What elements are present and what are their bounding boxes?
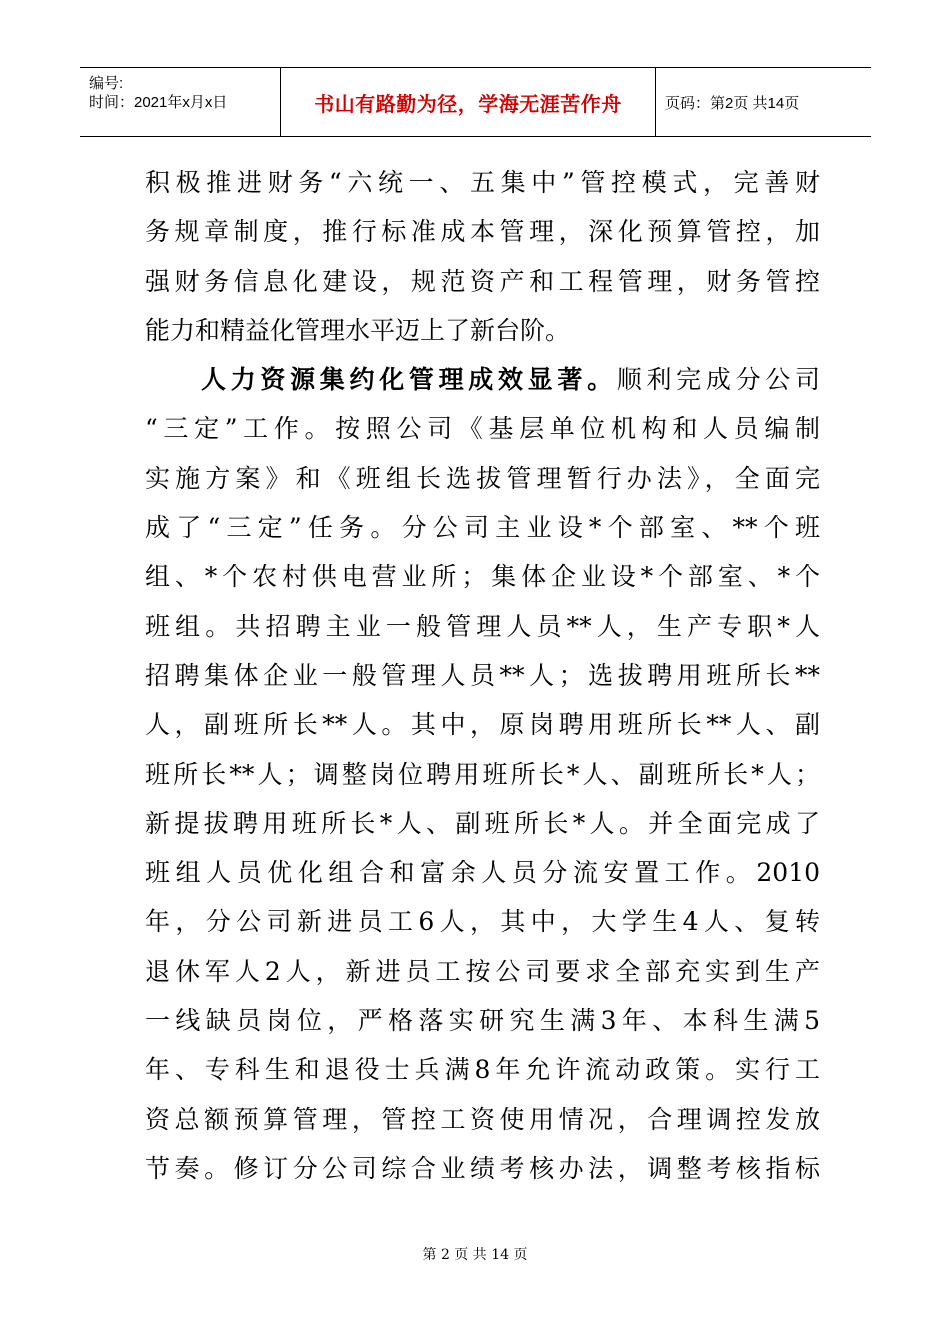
text-line: 新提拔聘用班所长*人、副班所长*人。并全面完成了: [145, 808, 820, 838]
text-line: “三定”工作。按照公司《基层单位机构和人员编制: [145, 414, 820, 444]
document-body: [145, 158, 820, 1193]
document-date-label: 时间：2021年x月x日: [89, 94, 228, 111]
text-line: 资总额预算管理，管控工资使用情况，合理调控发放: [145, 1104, 820, 1134]
text-line: 成了“三定”任务。分公司主业设*个部室、**个班: [145, 513, 820, 543]
text-line: 组、*个农村供电营业所；集体企业设*个部室、*个: [145, 562, 820, 592]
paragraph-heading: 人力资源集约化管理成效显著。: [201, 365, 617, 395]
text-line: 退休军人2人，新进员工按公司要求全部充实到生产: [145, 956, 820, 986]
text-line: 务规章制度，推行标准成本管理，深化预算管控，加: [145, 217, 820, 247]
text-line: 班组。共招聘主业一般管理人员**人，生产专职*人: [145, 611, 820, 641]
header-page-info: 页码：第2页 共14页: [665, 94, 800, 112]
text-line: 一线缺员岗位，严格落实研究生满3年、本科生满5: [145, 1006, 820, 1036]
header-meta-cell: [80, 68, 281, 136]
text-line-first: [145, 355, 820, 404]
header-motto: 书山有路勤为径，学海无涯苦作舟: [314, 93, 622, 116]
paragraph-finance: [145, 158, 820, 355]
text-line: 年，分公司新进员工6人，其中，大学生4人、复转: [145, 907, 820, 937]
text-line: 实施方案》和《班组长选拔管理暂行办法》，全面完: [145, 463, 820, 493]
text-line: 能力和精益化管理水平迈上了新台阶。: [145, 315, 571, 345]
text-line: 年、专科生和退役士兵满8年允许流动政策。实行工: [145, 1055, 820, 1085]
header-motto-cell: [281, 68, 656, 136]
text-line: 班所长**人；调整岗位聘用班所长*人、副班所长*人；: [145, 759, 820, 789]
paragraph-hr: [145, 355, 820, 1193]
text-line: 班组人员优化组合和富余人员分流安置工作。2010: [145, 858, 820, 888]
text-line: 积极推进财务“六统一、五集中”管控模式，完善财: [145, 168, 820, 197]
text-line: 人，副班所长**人。其中，原岗聘用班所长**人、副: [145, 710, 820, 740]
header-page-cell: [656, 68, 871, 136]
page-header: [80, 67, 871, 137]
text-line: 节奏。修订分公司综合业绩考核办法，调整考核指标: [145, 1153, 820, 1183]
text-run: 顺利完成分公司: [616, 365, 820, 395]
page-footer: 第 2 页 共 14 页: [422, 1247, 528, 1263]
document-number-label: 编号:: [89, 75, 124, 92]
text-line: 招聘集体企业一般管理人员**人；选拔聘用班所长**: [145, 660, 820, 690]
text-line: 强财务信息化建设，规范资产和工程管理，财务管控: [145, 266, 820, 296]
